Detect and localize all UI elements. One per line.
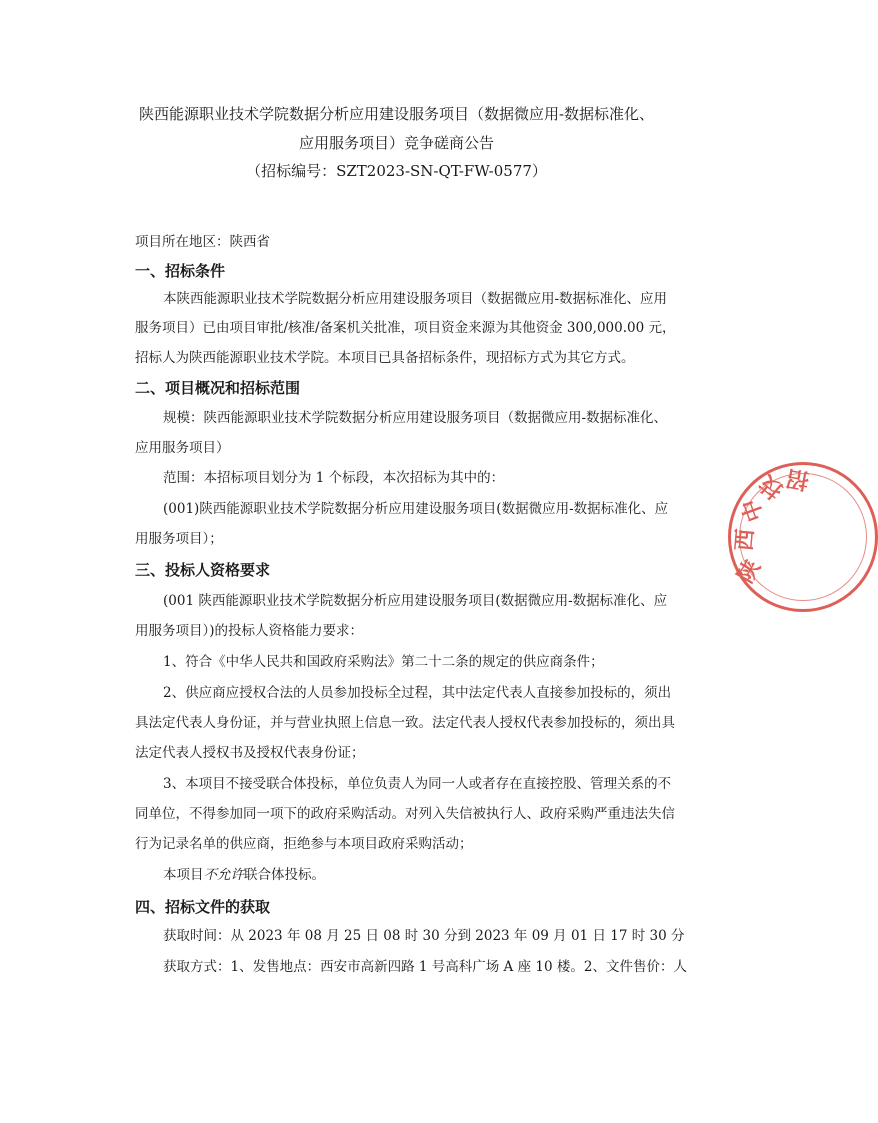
section-3-heading: 三、投标人资格要求 <box>135 561 271 579</box>
section-2-scale-line: 应用服务项目） <box>135 440 230 456</box>
section-3-intro-line: 用服务项目）)的投标人资格能力要求： <box>135 623 364 639</box>
acquisition-time: 获取时间：从 2023 年 08 月 25 日 08 时 30 分到 2023 年 09 月 01 日 17 时 30 分 <box>163 928 685 944</box>
section-4-heading: 四、招标文件的获取 <box>135 898 271 916</box>
doc-title-line-2: 应用服务项目）竞争磋商公告 <box>298 134 494 152</box>
seal-char: 陕 <box>733 555 766 588</box>
section-1-paragraph-line: 招标人为陕西能源职业技术学院。本项目已具备招标条件，现招标方式为其它方式。 <box>135 350 635 366</box>
requirement-1: 1、符合《中华人民共和国政府采购法》第二十二条的规定的供应商条件； <box>163 654 604 670</box>
official-seal-stamp <box>728 462 878 612</box>
requirement-2-line: 具法定代表人身份证，并与营业执照上信息一致。法定代表人授权代表参加投标的，须出具 <box>135 715 675 731</box>
tender-number: （招标编号：SZT2023-SN-QT-FW-0577） <box>246 162 547 180</box>
section-2-lot-line: (001)陕西能源职业技术学院数据分析应用建设服务项目(数据微应用-数据标准化、应 <box>163 501 669 517</box>
consortium-not-allowed: 不允许 <box>203 867 244 883</box>
doc-title-line-1: 陕西能源职业技术学院数据分析应用建设服务项目（数据微应用-数据标准化、 <box>138 105 655 123</box>
section-2-range: 范围：本招标项目划分为 1 个标段，本次招标为其中的： <box>163 470 505 486</box>
section-1-paragraph-line: 服务项目）已由项目审批/核准/备案机关批准，项目资金来源为其他资金 300,000.00 元， <box>135 320 676 336</box>
seal-char: 技 <box>755 469 789 504</box>
requirement-2-line: 2、供应商应授权合法的人员参加投标全过程，其中法定代表人直接参加投标的，须出 <box>163 685 672 701</box>
requirement-3-line: 同单位，不得参加同一项下的政府采购活动。对列入失信被执行人、政府采购严重违法失信 <box>135 806 675 822</box>
requirement-2-line: 法定代表人授权书及授权代表身份证； <box>135 745 365 761</box>
consortium-suffix: 联合体投标。 <box>244 867 325 883</box>
consortium-prefix: 本项目 <box>163 867 204 883</box>
section-2-lot-line: 用服务项目）； <box>135 531 223 547</box>
requirement-3-line: 行为记录名单的供应商，拒绝参与本项目政府采购活动； <box>135 836 473 852</box>
consortium-note <box>163 865 325 885</box>
section-2-scale-line: 规模：陕西能源职业技术学院数据分析应用建设服务项目（数据微应用-数据标准化、 <box>163 410 668 426</box>
section-2-heading: 二、项目概况和招标范围 <box>135 379 301 397</box>
project-region: 项目所在地区：陕西省 <box>135 234 270 250</box>
seal-char: 西 <box>732 527 759 553</box>
requirement-3-line: 3、本项目不接受联合体投标，单位负责人为同一人或者存在直接控股、管理关系的不 <box>163 776 672 792</box>
seal-char: 招 <box>784 464 811 493</box>
seal-char: 中 <box>738 495 770 525</box>
section-1-paragraph-line: 本陕西能源职业技术学院数据分析应用建设服务项目（数据微应用-数据标准化、应用 <box>163 291 668 307</box>
acquisition-method: 获取方式：1、发售地点：西安市高新四路 1 号高科广场 A 座 10 楼。2、文件售价：人 <box>163 959 687 975</box>
section-3-intro-line: (001 陕西能源职业技术学院数据分析应用建设服务项目(数据微应用-数据标准化、应 <box>163 593 668 609</box>
section-1-heading: 一、招标条件 <box>135 262 226 280</box>
